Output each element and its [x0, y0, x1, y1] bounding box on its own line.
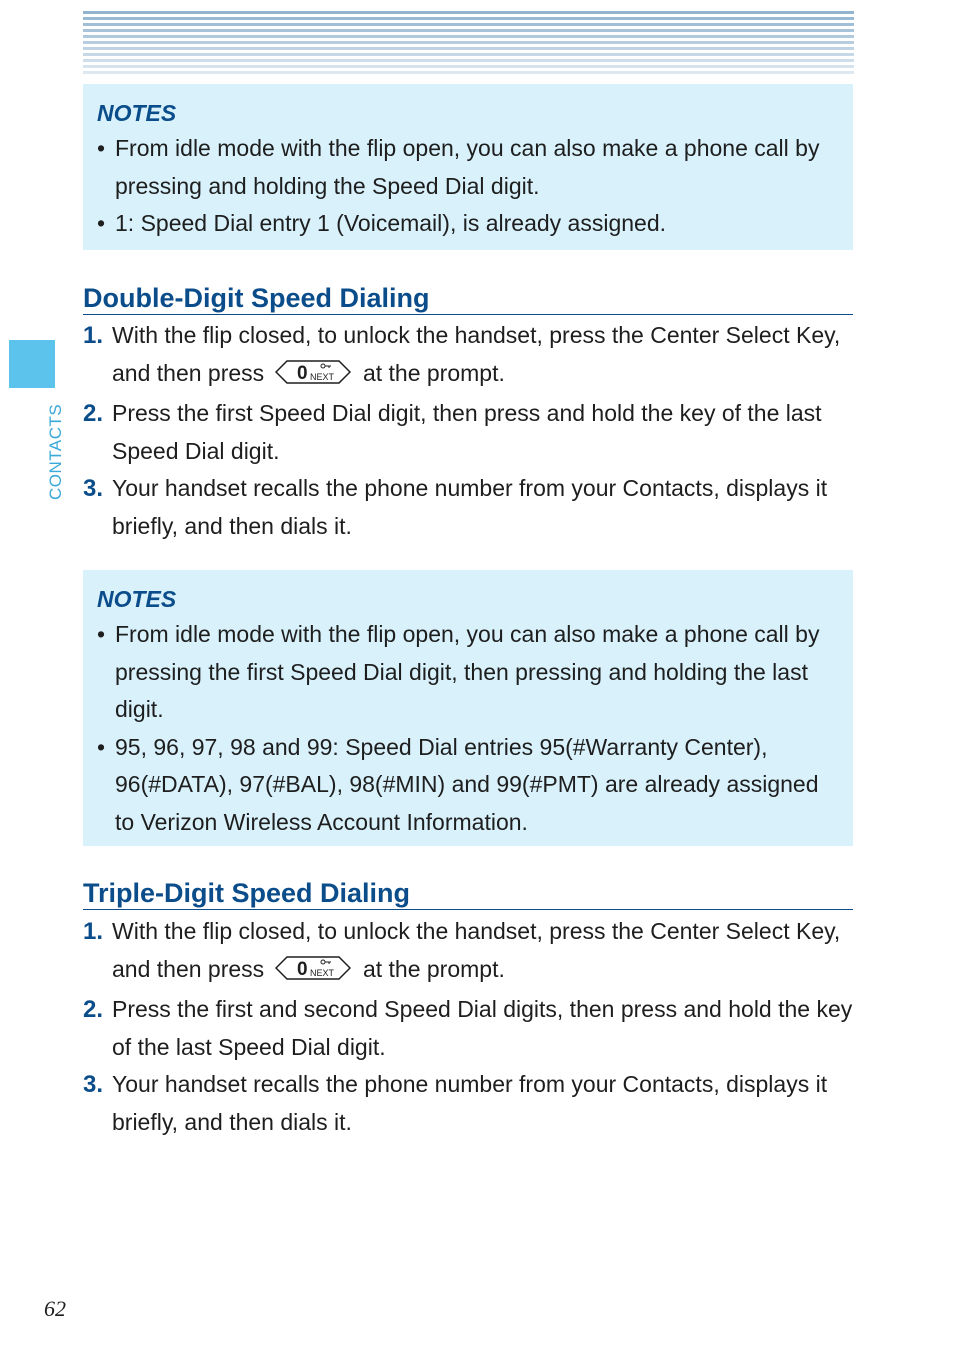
step-item [83, 913, 853, 991]
note-item: • From idle mode with the flip open, you can also make a phone call by pressing and holding the Speed Dial digit. [97, 130, 833, 205]
step-number: 3. [83, 1071, 104, 1098]
steps-list [83, 317, 853, 545]
note-item: • From idle mode with the flip open, you can also make a phone call by pressing the first Speed Dial digit, then pressing and holding the last digit. [97, 616, 833, 729]
note-item: • 95, 96, 97, 98 and 99: Speed Dial entries 95(#Warranty Center), 96(#DATA), 97(#BAL), 98(#MIN) and 99(#PMT) are already assigned to Verizon Wireless Account Information. [97, 729, 833, 842]
side-tab [9, 340, 55, 388]
key-digit: 0 [296, 362, 308, 384]
header-stripes [83, 11, 854, 77]
step-item [83, 991, 853, 1066]
step-text: With the flip closed, to unlock the handset, press the Center Select Key, and then press [112, 918, 841, 982]
note-item: • 1: Speed Dial entry 1 (Voicemail), is already assigned. [97, 205, 833, 243]
notes-box [83, 84, 853, 250]
side-label: CONTACTS [46, 403, 65, 500]
key-sub: NEXT [309, 371, 334, 382]
step-number: 1. [83, 918, 104, 945]
zero-next-key-icon [275, 954, 351, 992]
notes-title: NOTES [97, 100, 177, 126]
step-item [83, 1066, 853, 1141]
key-digit: 0 [296, 958, 308, 980]
step-text: Press the first Speed Dial digit, then press and hold the key of the last Speed Dial digit. [112, 400, 822, 464]
step-number: 2. [83, 996, 104, 1023]
step-item [83, 470, 853, 545]
step-item [83, 395, 853, 470]
step-number: 2. [83, 400, 104, 427]
step-text: With the flip closed, to unlock the handset, press the Center Select Key, and then press [112, 322, 841, 386]
page-number: 62 [44, 1296, 66, 1321]
notes-title: NOTES [97, 586, 177, 612]
section-heading: Triple-Digit Speed Dialing [83, 877, 853, 910]
step-item [83, 317, 853, 395]
step-text: Your handset recalls the phone number from your Contacts, displays it briefly, and then dials it. [112, 475, 828, 539]
step-text: Your handset recalls the phone number from your Contacts, displays it briefly, and then dials it. [112, 1071, 828, 1135]
step-text: at the prompt. [362, 955, 505, 982]
step-text: at the prompt. [362, 359, 505, 386]
steps-list [83, 913, 853, 1141]
section-heading: Double-Digit Speed Dialing [83, 282, 853, 315]
zero-next-key-icon [275, 358, 351, 396]
notes-box [83, 570, 853, 846]
step-number: 1. [83, 322, 104, 349]
step-number: 3. [83, 475, 104, 502]
step-text: Press the first and second Speed Dial digits, then press and hold the key of the last Speed Dial digit. [112, 996, 853, 1060]
key-sub: NEXT [309, 967, 334, 978]
